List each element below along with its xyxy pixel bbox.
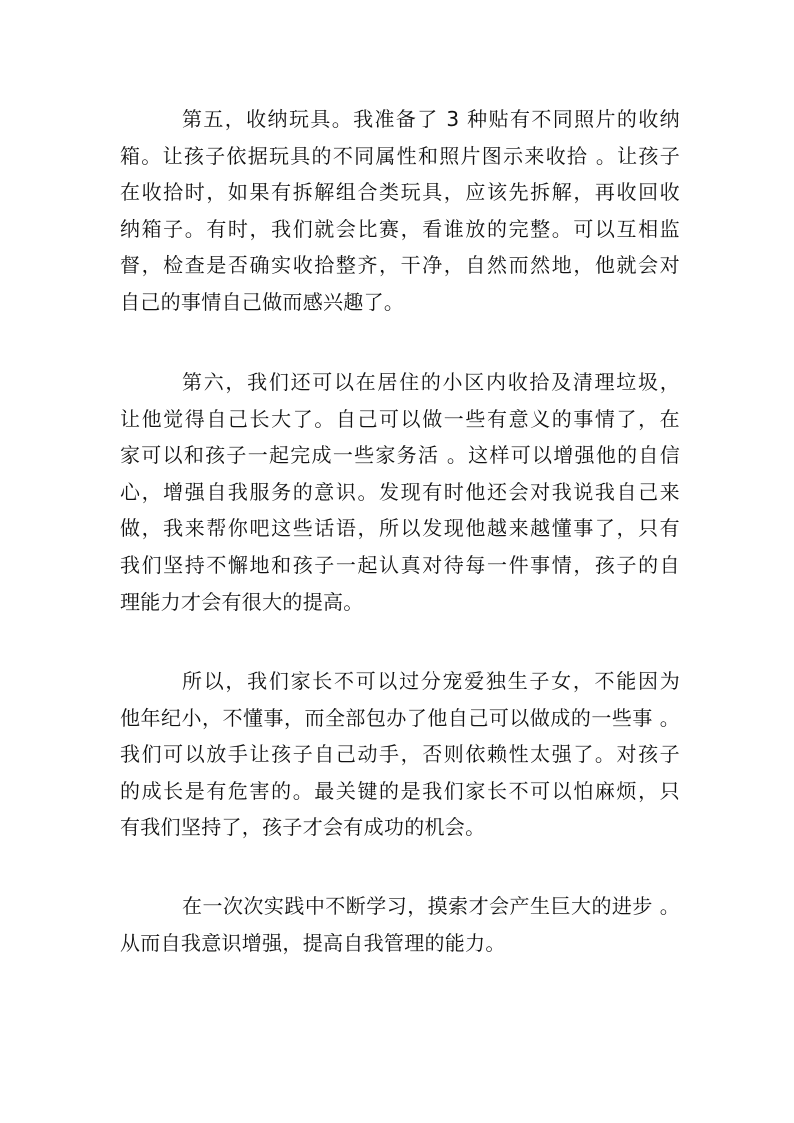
paragraph-parents-advice — [120, 663, 680, 846]
text-line: 心，增强自我服务的意识。发现有时他还会对我说我自己来 — [120, 479, 680, 504]
text-line: 他年纪小，不懂事，而全部包办了他自己可以做成的一些事 。 — [120, 705, 680, 730]
text-line: 在收拾时，如果有拆解组合类玩具，应该先拆解，再收回收 — [120, 180, 680, 205]
text-line: 让他觉得自己长大了。自己可以做一些有意义的事情了，在 — [120, 406, 680, 431]
text-line: 家可以和孩子一起完成一些家务活 。这样可以增强他的自信 — [120, 443, 680, 468]
text-line: 做，我来帮你吧这些话语，所以发现他越来越懂事了，只有 — [120, 516, 680, 541]
text-line: 督，检查是否确实收拾整齐，干净，自然而然地，他就会对 — [120, 253, 680, 278]
text-line: 我们可以放手让孩子自己动手，否则依赖性太强了。对孩子 — [120, 742, 680, 767]
text-line: 在一次次实践中不断学习，摸索才会产生巨大的进步 。 — [182, 894, 680, 918]
paragraph-conclusion — [120, 888, 680, 961]
text-line: 的成长是有危害的。最关键的是我们家长不可以怕麻烦，只 — [120, 778, 680, 803]
text-line: 从而自我意识增强，提高自我管理的能力。 — [120, 930, 506, 955]
text-line: 我们坚持不懈地和孩子一起认真对待每一件事情，孩子的自 — [120, 552, 680, 577]
paragraph-community-cleanup — [120, 364, 680, 620]
text-line: 箱。让孩子依据玩具的不同属性和照片图示来收拾 。让孩子 — [120, 143, 680, 168]
text-line: 自己的事情自己做而感兴趣了。 — [120, 289, 405, 314]
text-line: 第六，我们还可以在居住的小区内收拾及清理垃圾， — [182, 370, 680, 394]
text-line: 所以，我们家长不可以过分宠爱独生子女，不能因为 — [182, 669, 680, 693]
paragraph-collect-toys — [120, 101, 680, 321]
text-line: 第五，收纳玩具。我准备了 3 种贴有不同照片的收纳 — [182, 107, 680, 131]
text-line: 有我们坚持了，孩子才会有成功的机会。 — [120, 815, 486, 840]
text-line: 纳箱子。有时，我们就会比赛，看谁放的完整。可以互相监 — [120, 216, 680, 241]
text-line: 理能力才会有很大的提高。 — [120, 589, 364, 614]
